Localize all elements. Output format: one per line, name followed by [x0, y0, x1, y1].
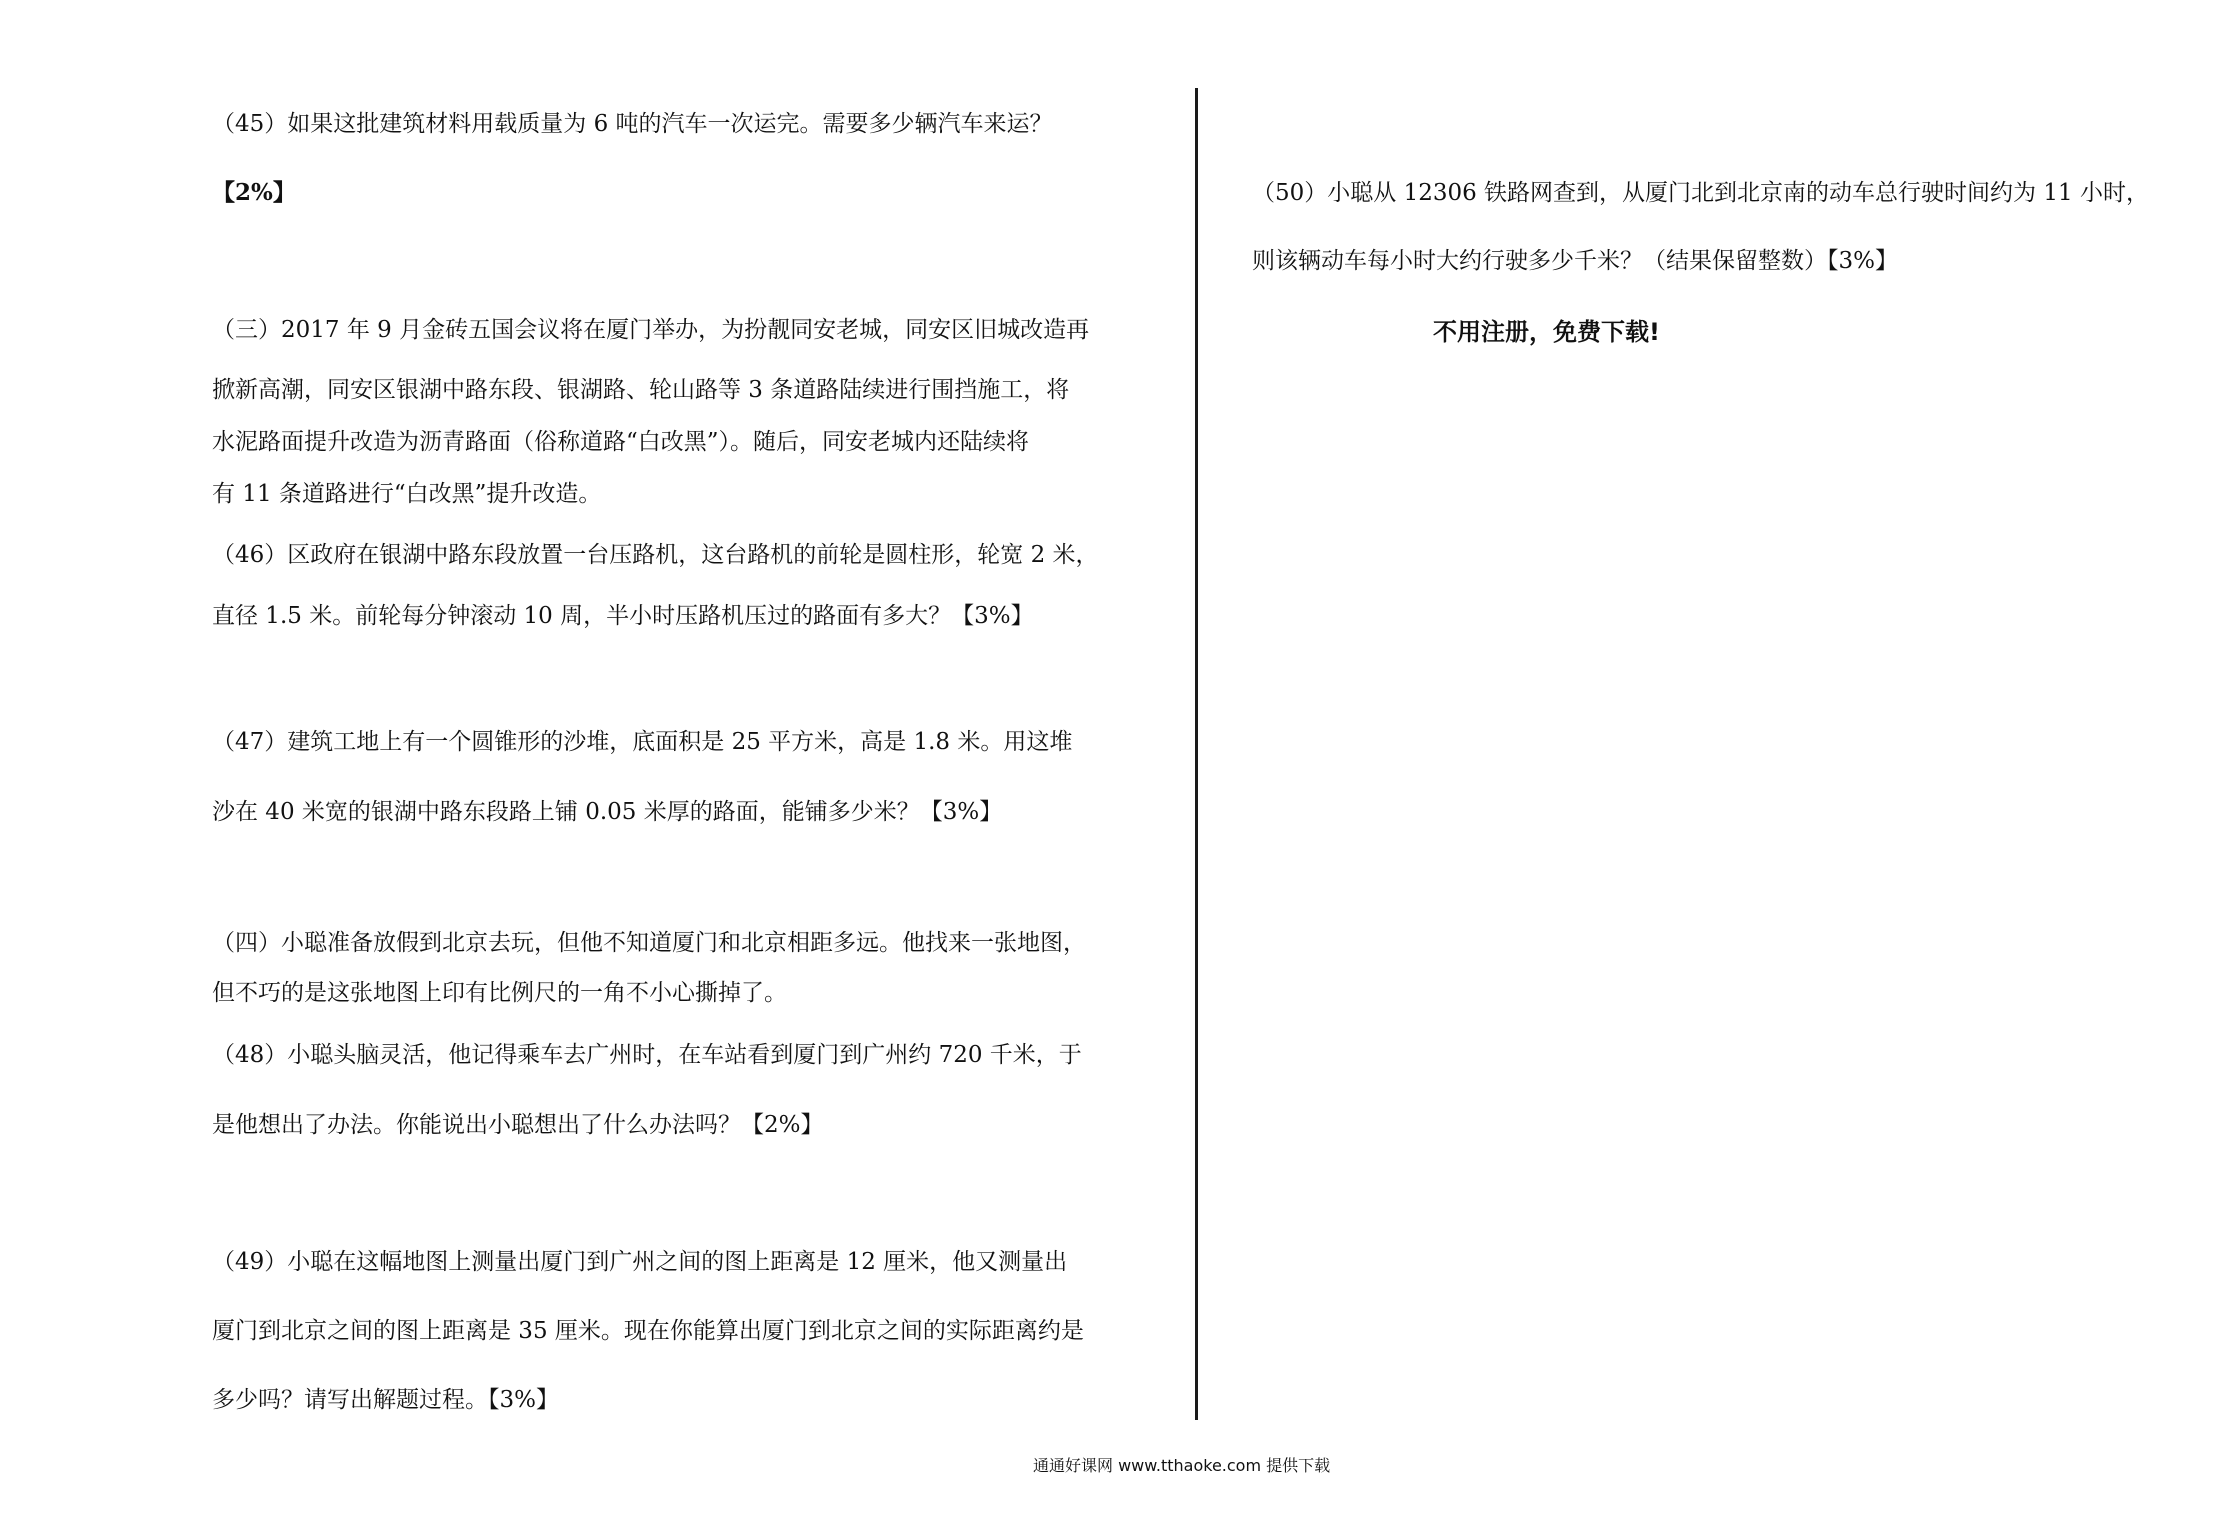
section3-line-1: （三）2017 年 9 月金砖五国会议将在厦门举办，为扮靓同安老城，同安区旧城改造再: [212, 317, 1090, 343]
q49-line-2: 厦门到北京之间的图上距离是 35 厘米。现在你能算出厦门到北京之间的实际距离约是: [212, 1318, 1084, 1344]
page-footer: 通通好课网 www.tthaoke.com 提供下载: [1033, 1456, 1331, 1475]
q46-line-2: 直径 1.5 米。前轮每分钟滚动 10 周，半小时压路机压过的路面有多大？【3%】: [212, 603, 1034, 629]
q50-line-1: （50）小聪从 12306 铁路网查到，从厦门北到北京南的动车总行驶时间约为 11 小时，: [1252, 180, 2149, 206]
section4-line-2: 但不巧的是这张地图上印有比例尺的一角不小心撕掉了。: [212, 980, 787, 1006]
q49-line-3: 多少吗？请写出解题过程。【3%】: [212, 1387, 559, 1413]
free-download-notice: 不用注册，免费下载!: [1433, 318, 1660, 346]
q48-line-2: 是他想出了办法。你能说出小聪想出了什么办法吗？【2%】: [212, 1112, 824, 1138]
q45-score: 【2%】: [212, 179, 296, 206]
section3-line-2: 掀新高潮，同安区银湖中路东段、银湖路、轮山路等 3 条道路陆续进行围挡施工，将: [212, 377, 1070, 403]
section3-line-3: 水泥路面提升改造为沥青路面（俗称道路“白改黑”）。随后，同安老城内还陆续将: [212, 429, 1030, 455]
q47-line-2: 沙在 40 米宽的银湖中路东段路上铺 0.05 米厚的路面，能铺多少米？【3%】: [212, 799, 1003, 825]
q46-line-1: （46）区政府在银湖中路东段放置一台压路机，这台路机的前轮是圆柱形，轮宽 2 米，: [212, 542, 1099, 568]
q45-line-1: （45）如果这批建筑材料用载质量为 6 吨的汽车一次运完。需要多少辆汽车来运？: [212, 111, 1053, 137]
q48-line-1: （48）小聪头脑灵活，他记得乘车去广州时，在车站看到厦门到广州约 720 千米，于: [212, 1042, 1082, 1068]
column-divider: [1195, 88, 1198, 1420]
q49-line-1: （49）小聪在这幅地图上测量出厦门到广州之间的图上距离是 12 厘米，他又测量出: [212, 1249, 1068, 1275]
q47-line-1: （47）建筑工地上有一个圆锥形的沙堆，底面积是 25 平方米，高是 1.8 米。用这堆: [212, 729, 1073, 755]
section3-line-4: 有 11 条道路进行“白改黑”提升改造。: [212, 481, 602, 507]
section4-line-1: （四）小聪准备放假到北京去玩，但他不知道厦门和北京相距多远。他找来一张地图，: [212, 930, 1086, 956]
q50-line-2: 则该辆动车每小时大约行驶多少千米？（结果保留整数）【3%】: [1252, 248, 1898, 274]
